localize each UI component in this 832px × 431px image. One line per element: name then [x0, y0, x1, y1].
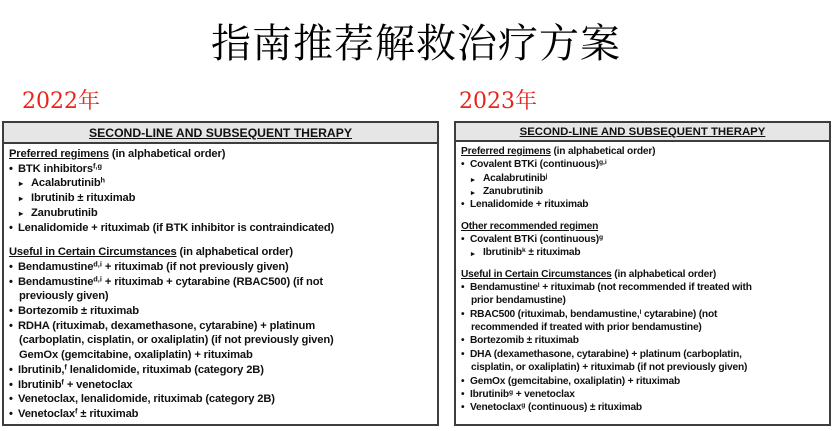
bullet-marker: • — [461, 308, 465, 320]
line-text: Ibrutinib ± rituximab — [31, 192, 136, 205]
line-text: Bendamustine — [18, 260, 94, 273]
therapy-line — [461, 220, 825, 233]
line-text: + rituximab (not recommended if treated with — [539, 282, 752, 294]
footnote-superscript: g,i — [598, 159, 607, 167]
line-text: Zanubrutinib — [483, 186, 543, 198]
therapy-line — [461, 348, 825, 361]
therapy-line — [9, 407, 433, 422]
line-text: Preferred regimens — [461, 146, 551, 157]
therapy-line — [9, 392, 433, 407]
line-text: (continuous) ± rituximab — [525, 402, 642, 414]
therapy-line — [461, 401, 825, 414]
line-text: Zanubrutinib — [31, 206, 98, 219]
line-text: BTK inhibitors — [18, 162, 93, 175]
therapy-line — [9, 206, 433, 221]
line-text: DHA (dexamethasone, cytarabine) + platinum (carboplatin, — [470, 348, 742, 360]
line-text: prior bendamustine) — [471, 295, 566, 307]
line-text: Preferred regimens — [9, 148, 109, 160]
bullet-marker: • — [9, 319, 13, 332]
line-text: Ibrutinib — [470, 388, 509, 400]
footnote-superscript: k — [521, 247, 526, 255]
line-text: previously given) — [19, 290, 109, 303]
line-text: Ibrutinib — [483, 247, 522, 259]
therapy-line — [461, 388, 825, 401]
footnote-superscript: g — [508, 388, 514, 396]
therapy-line — [9, 275, 433, 290]
footnote-superscript: l — [639, 308, 642, 316]
footnote-superscript: f — [61, 377, 64, 387]
arrow-marker: ▸ — [19, 194, 23, 204]
line-text: Bortezomib ± rituximab — [18, 305, 139, 318]
arrow-marker: ▸ — [19, 208, 23, 218]
panel-header: SECOND-LINE AND SUBSEQUENT THERAPY — [456, 123, 829, 142]
therapy-line — [9, 363, 433, 378]
line-text: GemOx (gemcitabine, oxaliplatin) + rituximab — [19, 349, 253, 362]
therapy-line — [9, 245, 433, 260]
footnote-superscript: h — [100, 176, 106, 186]
line-text: + rituximab (if not previously given) — [101, 260, 289, 273]
therapy-line — [461, 158, 825, 171]
bullet-marker: • — [461, 199, 465, 211]
therapy-line — [461, 334, 825, 347]
bullet-marker: • — [9, 363, 13, 376]
line-text: Lenalidomide + rituximab — [470, 199, 589, 211]
footnote-superscript: j — [545, 172, 548, 180]
bullet-marker: • — [461, 375, 465, 387]
line-text: Useful in Certain Circumstances — [461, 268, 612, 280]
therapy-line — [461, 145, 825, 158]
line-text: cisplatin, or oxaliplatin) + rituximab (if not previously given) — [471, 362, 748, 374]
bullet-marker: • — [461, 335, 465, 347]
line-text: RDHA (rituximab, dexamethasone, cytarabine) + platinum — [18, 319, 316, 332]
therapy-line — [461, 294, 825, 307]
line-text: GemOx (gemcitabine, oxaliplatin) + rituximab — [470, 375, 681, 387]
line-text: Acalabrutinib — [31, 177, 101, 190]
arrow-marker: ▸ — [471, 188, 475, 198]
line-text: Other recommended regimen — [461, 220, 599, 232]
therapy-line — [9, 176, 433, 191]
therapy-line — [461, 361, 825, 374]
therapy-line — [461, 321, 825, 334]
therapy-line — [9, 333, 433, 348]
therapy-line — [9, 260, 433, 275]
arrow-marker: ▸ — [19, 179, 23, 189]
line-text: cytarabine) (not — [641, 308, 718, 320]
line-text: Covalent BTKi (continuous) — [470, 234, 599, 246]
line-text: (carboplatin, cisplatin, or oxaliplatin) (if not previously given) — [19, 334, 334, 347]
bullet-marker: • — [9, 275, 13, 288]
arrow-marker: ▸ — [471, 174, 475, 184]
bullet-marker: • — [461, 388, 465, 400]
therapy-line — [461, 308, 825, 321]
therapy-line — [461, 198, 825, 211]
footnote-superscript: f — [74, 406, 78, 416]
line-text: lenalidomide, rituximab (category 2B) — [66, 363, 264, 376]
therapy-line — [461, 233, 825, 246]
line-text: Covalent BTKi (continuous) — [470, 159, 599, 171]
therapy-line — [461, 246, 825, 259]
spacer-line — [9, 235, 433, 245]
footnote-superscript: g — [598, 234, 604, 242]
guideline-panel-2022 — [2, 121, 439, 426]
therapy-line — [9, 348, 433, 363]
guideline-panel-2023 — [454, 121, 831, 426]
bullet-marker: • — [9, 393, 13, 406]
bullet-marker: • — [461, 234, 465, 246]
line-text: Bendamustine — [18, 275, 94, 288]
page-title: 指南推荐解救治疗方案 — [211, 21, 621, 67]
year-label-2023: 2023年 — [459, 89, 537, 114]
footnote-superscript: l — [537, 282, 540, 290]
therapy-line — [9, 289, 433, 304]
therapy-line — [9, 319, 433, 334]
line-text: (in alphabetical order) — [550, 146, 656, 157]
footnote-superscript: g — [521, 402, 526, 410]
line-text: Acalabrutinib — [483, 172, 546, 184]
panel-header: SECOND-LINE AND SUBSEQUENT THERAPY — [4, 123, 437, 144]
bullet-marker: • — [9, 407, 13, 420]
line-text: Venetoclax — [18, 407, 75, 420]
therapy-line — [9, 147, 433, 162]
footnote-superscript: f,g — [92, 161, 102, 171]
therapy-line — [9, 378, 433, 393]
bullet-marker: • — [9, 378, 13, 391]
spacer-line — [461, 260, 825, 268]
bullet-marker: • — [461, 159, 465, 171]
arrow-marker: ▸ — [471, 249, 475, 259]
line-text: Bortezomib ± rituximab — [470, 335, 579, 347]
line-text: Venetoclax, lenalidomide, rituximab (category 2B) — [18, 393, 275, 406]
bullet-marker: • — [9, 221, 13, 234]
line-text: (in alphabetical order) — [176, 246, 293, 259]
line-text: + venetoclax — [513, 388, 575, 400]
bullet-marker: • — [9, 162, 13, 175]
line-text: Venetoclax — [470, 402, 522, 414]
line-text: recommended if treated with prior bendamustine) — [471, 322, 702, 334]
line-text: ± rituximab — [77, 407, 139, 420]
footnote-superscript: d,i — [93, 274, 102, 284]
footnote-superscript: d,i — [93, 259, 102, 269]
bullet-marker: • — [461, 348, 465, 360]
line-text: Bendamustine — [470, 282, 538, 294]
bullet-marker: • — [9, 260, 13, 273]
therapy-line — [461, 185, 825, 198]
footnote-superscript: f — [64, 362, 67, 372]
therapy-line — [9, 191, 433, 206]
bullet-marker: • — [461, 402, 465, 414]
therapy-line — [9, 221, 433, 236]
therapy-line — [9, 304, 433, 319]
line-text: + rituximab + cytarabine (RBAC500) (if not — [101, 275, 323, 288]
therapy-line — [461, 172, 825, 185]
line-text: Useful in Certain Circumstances — [9, 246, 177, 259]
line-text: + venetoclax — [63, 378, 133, 391]
line-text: Lenalidomide + rituximab (if BTK inhibitor is contraindicated) — [18, 221, 335, 234]
spacer-line — [461, 212, 825, 220]
line-text: (in alphabetical order) — [611, 268, 717, 280]
therapy-line — [9, 162, 433, 177]
bullet-marker: • — [461, 282, 465, 294]
line-text: (in alphabetical order) — [108, 148, 226, 160]
therapy-line — [461, 375, 825, 388]
year-label-2022: 2022年 — [22, 89, 100, 114]
line-text: RBAC500 (rituximab, bendamustine, — [470, 308, 640, 320]
therapy-line — [461, 268, 825, 281]
line-text: Ibrutinib, — [18, 363, 65, 376]
line-text: Ibrutinib — [18, 378, 62, 391]
bullet-marker: • — [9, 305, 13, 318]
line-text: ± rituximab — [525, 247, 581, 259]
panel-body — [456, 142, 829, 417]
panel-body — [4, 144, 437, 424]
therapy-line — [461, 281, 825, 294]
